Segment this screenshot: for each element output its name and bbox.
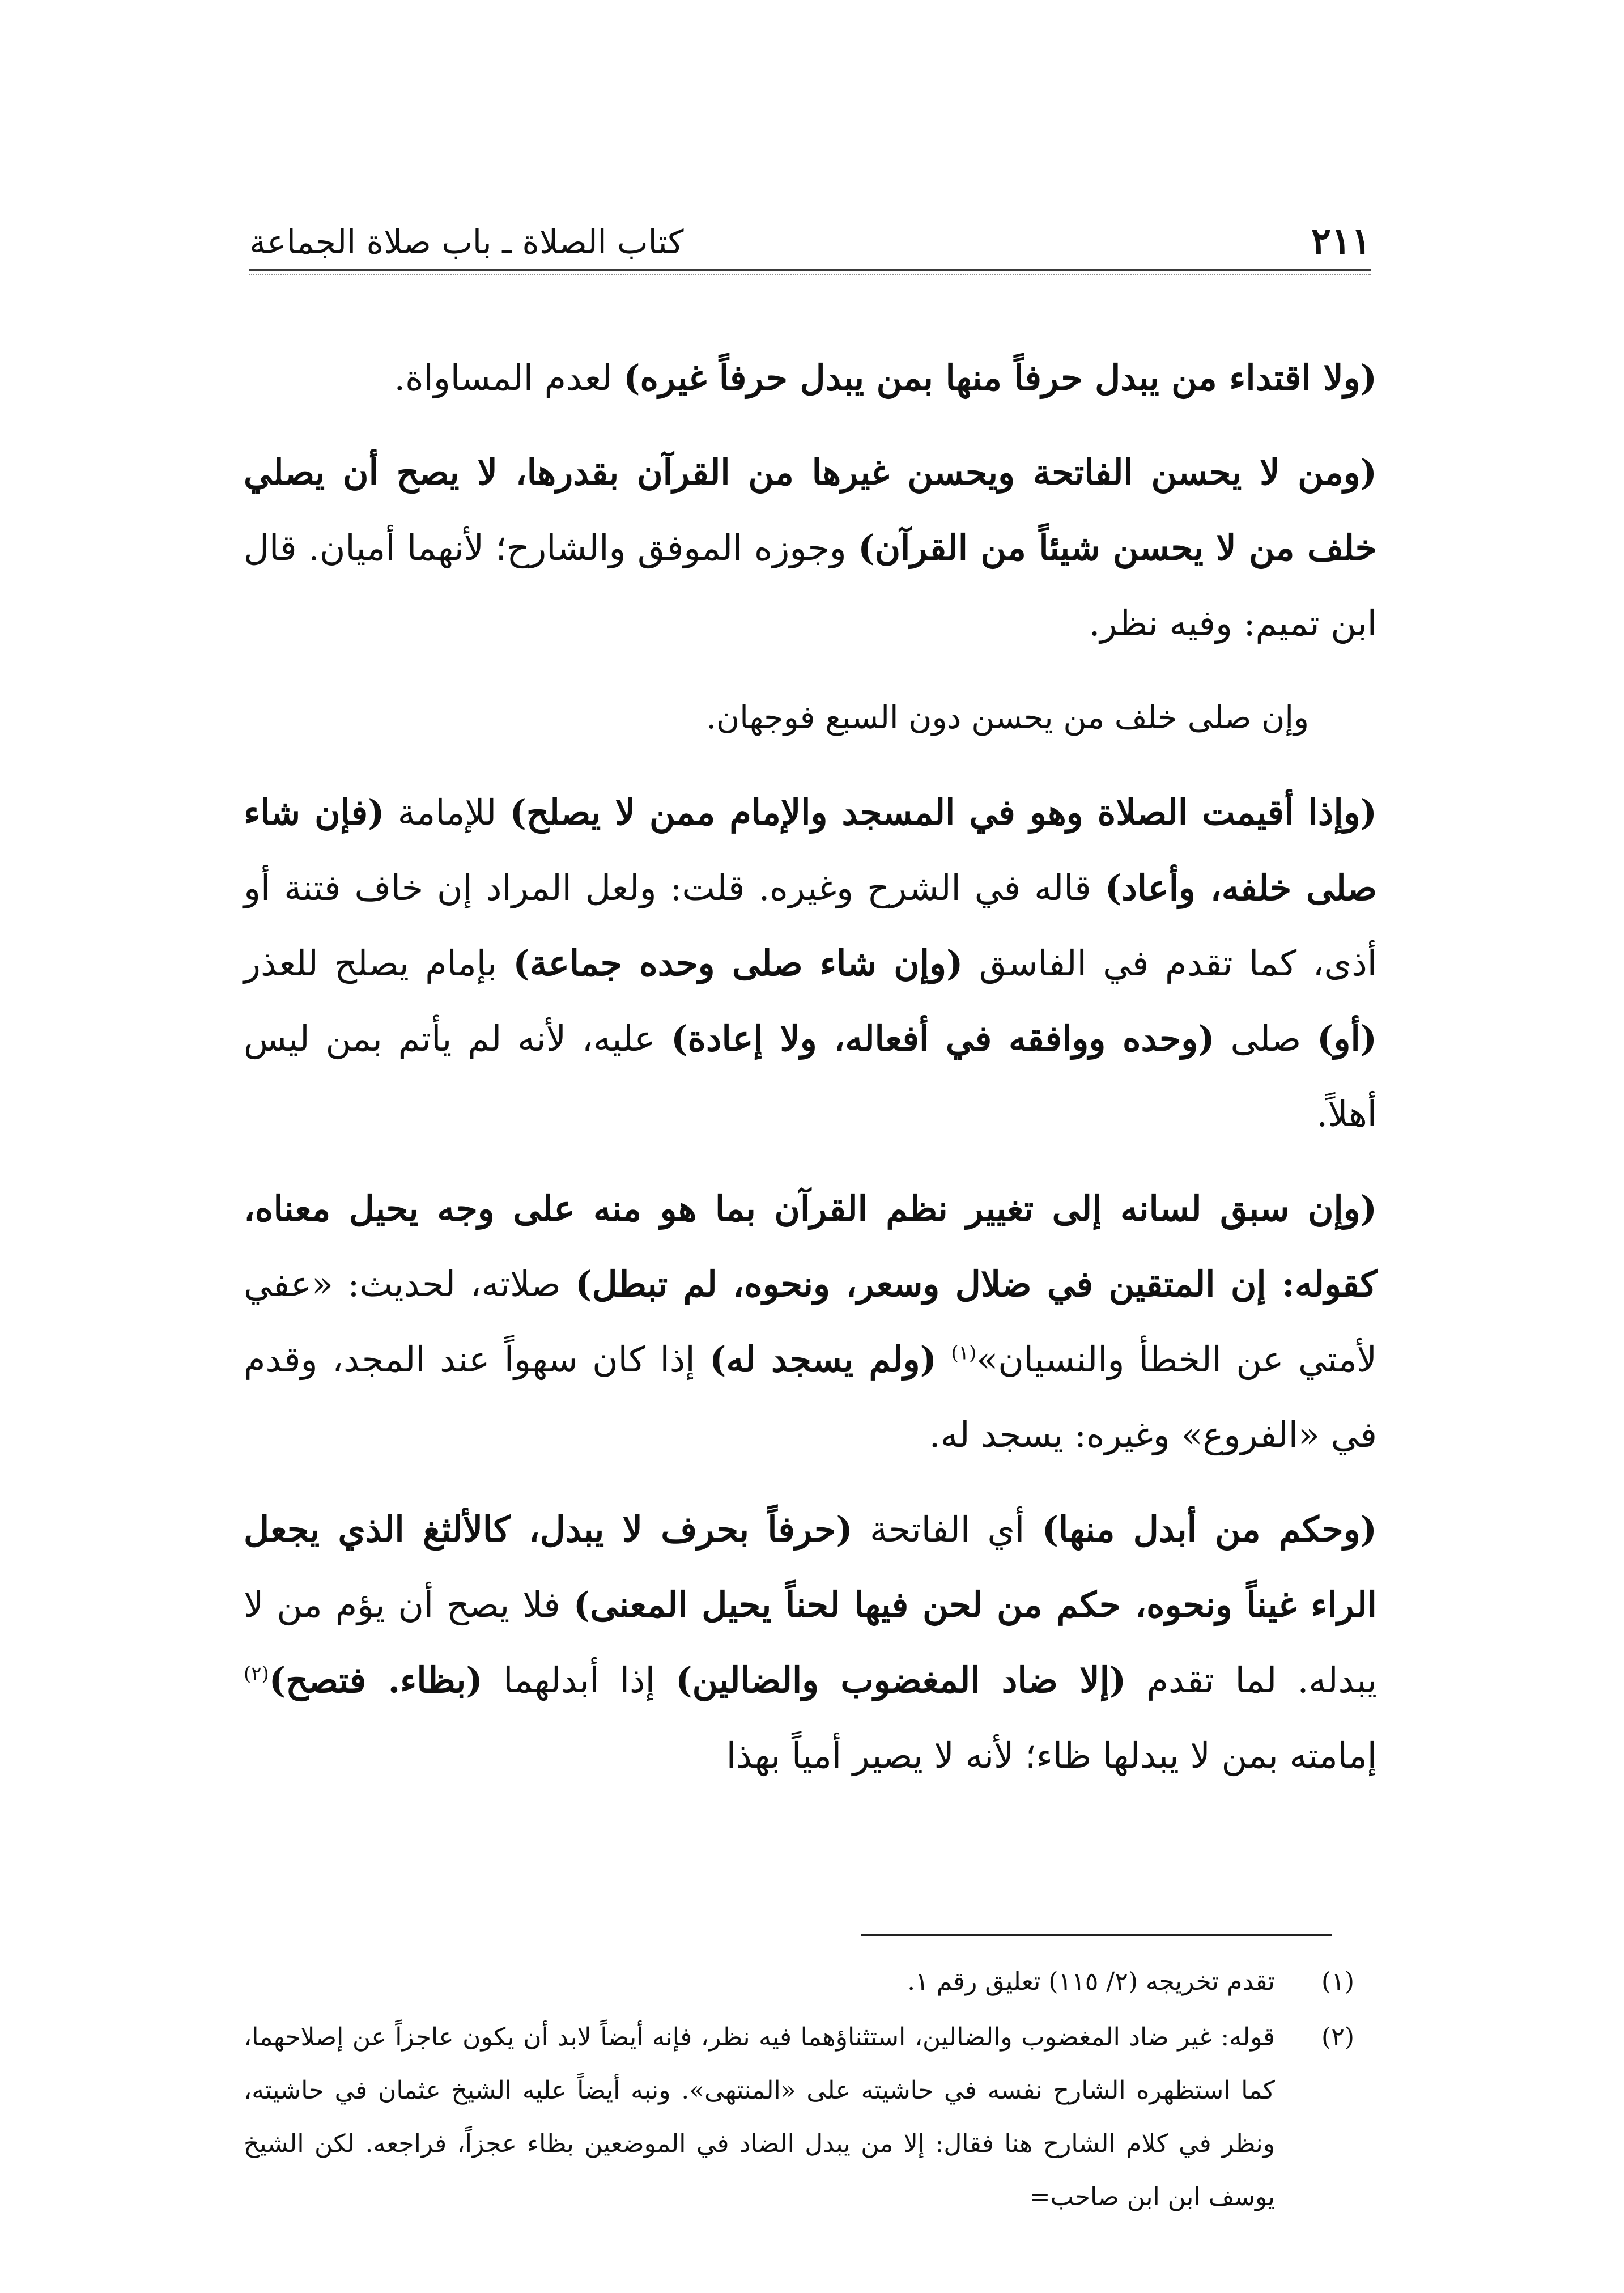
matn-text: (ولم يسجد له) [709, 1339, 937, 1380]
sharh-text: صلى [1214, 1018, 1317, 1059]
sharh-text [937, 1339, 951, 1380]
page-header [249, 210, 1371, 272]
footnotes [244, 1955, 1377, 2226]
matn-text: (إلا ضاد المغضوب والضالين) [675, 1659, 1126, 1701]
sharh-text: أي الفاتحة [852, 1509, 1042, 1550]
footnote-separator [861, 1934, 1332, 1936]
matn-text: (وإن سبق لسانه إلى تغيير نظم القرآن بما هو منه على وجه يحيل معناه، كقوله: إن المتقين في ضلال وسعر، ونحوه، لم تبطل) [244, 1188, 1377, 1305]
sharh-text: بإمام يصلح للعذر [244, 942, 513, 984]
matn-text: (ولا اقتداء من يبدل حرفاً منها بمن يبدل حرفاً غيره) [623, 357, 1377, 398]
sharh-text: وإن صلى خلف من يحسن دون السبع فوجهان. [706, 699, 1309, 736]
paragraph-5 [244, 1171, 1377, 1472]
matn-text: (أو) [1317, 1018, 1378, 1059]
paragraph-6 [244, 1492, 1377, 1793]
sharh-text: قاله في الشرح وغيره. قلت: ولعل المراد إن خاف فتنة أو أذى، كما تقدم في الفاسق [244, 867, 1378, 984]
paragraph-2 [244, 435, 1377, 661]
matn-text: (وحكم من أبدل منها) [1041, 1509, 1377, 1550]
footnote-text: قوله: غير ضاد المغضوب والضالين، استثناؤهما فيه نظر، فإنه أيضاً لابد أن يكون عاجزاً عن إصلاحهما، كما استظهره الشارح نفسه في حاشيته على «المنتهى». ونبه أيضاً عليه الشيخ عثمان في حاشيته، ونظر في كلام الشارح هنا فقال: إلا من يبدل الضاد في الموضعين بظاء عجزاً، فراجعه. لكن الشيخ يوسف ابن ابن صاحب= [244, 2023, 1275, 2211]
sharh-text: عليه، لأنه لم يأتم بمن ليس أهلاً. [244, 1018, 1377, 1135]
paragraph-1 [244, 340, 1377, 415]
footnote-number: (٢) [1321, 2023, 1354, 2052]
matn-text: (فإن شاء صلى خلفه، وأعاد) [244, 792, 1377, 908]
sharh-text: للإمامة [384, 792, 510, 833]
sharh-text: لعدم المساواة. [394, 357, 624, 398]
footnote-1 [244, 1955, 1377, 2009]
paragraph-4 [244, 775, 1377, 1152]
sharh-text: إمامته بمن لا يبدلها ظاء؛ لأنه لا يصير أمياً بهذا [726, 1735, 1377, 1776]
sharh-text: إذا أبدلهما [482, 1659, 676, 1701]
page-number: ٢١١ [1311, 219, 1371, 263]
matn-text: (بظاء. فتصح) [269, 1659, 483, 1701]
footnote-text: تقدم تخريجه (٢/ ١١٥) تعليق رقم ١. [907, 1967, 1275, 1996]
footnote-number: (١) [1321, 1967, 1354, 1996]
footnote-ref: (٢) [244, 1662, 269, 1685]
running-title: كتاب الصلاة ـ باب صلاة الجماعة [249, 223, 684, 261]
footnote-ref: (١) [951, 1341, 977, 1365]
footnote-2 [244, 2011, 1377, 2224]
matn-text: (وإن شاء صلى وحده جماعة) [513, 942, 963, 984]
sharh-text: وجوزه الموفق والشارح؛ لأنهما أميان. قال ابن تميم: وفيه نظر. [244, 527, 1377, 644]
main-text [244, 340, 1377, 1812]
sharh-text: إذا كان سهواً عند المجد، وقدم في «الفروع» وغيره: يسجد له. [244, 1339, 1377, 1455]
matn-text: (وحده ووافقه في أفعاله، ولا إعادة) [671, 1018, 1215, 1059]
matn-text: (ومن لا يحسن الفاتحة ويحسن غيرها من القرآن بقدرها، لا يصح أن يصلي خلف من لا يحسن شيئاً من القرآن) [244, 452, 1377, 568]
paragraph-3 [244, 680, 1377, 755]
header-dotted-rule [249, 274, 1371, 275]
matn-text: (حرفاً بحرف لا يبدل، كالألثغ الذي يجعل الراء غيناً ونحوه، حكم من لحن فيها لحناً يحيل المعنى) [244, 1509, 1377, 1625]
sharh-text: فلا يصح أن يؤم من لا يبدله. لما تقدم [244, 1584, 1378, 1701]
sharh-text: صلاته، لحديث: «عفي لأمتي عن الخطأ والنسيان» [244, 1263, 1377, 1380]
matn-text: (وإذا أقيمت الصلاة وهو في المسجد والإمام ممن لا يصلح) [509, 792, 1377, 833]
header-rule [249, 269, 1371, 271]
